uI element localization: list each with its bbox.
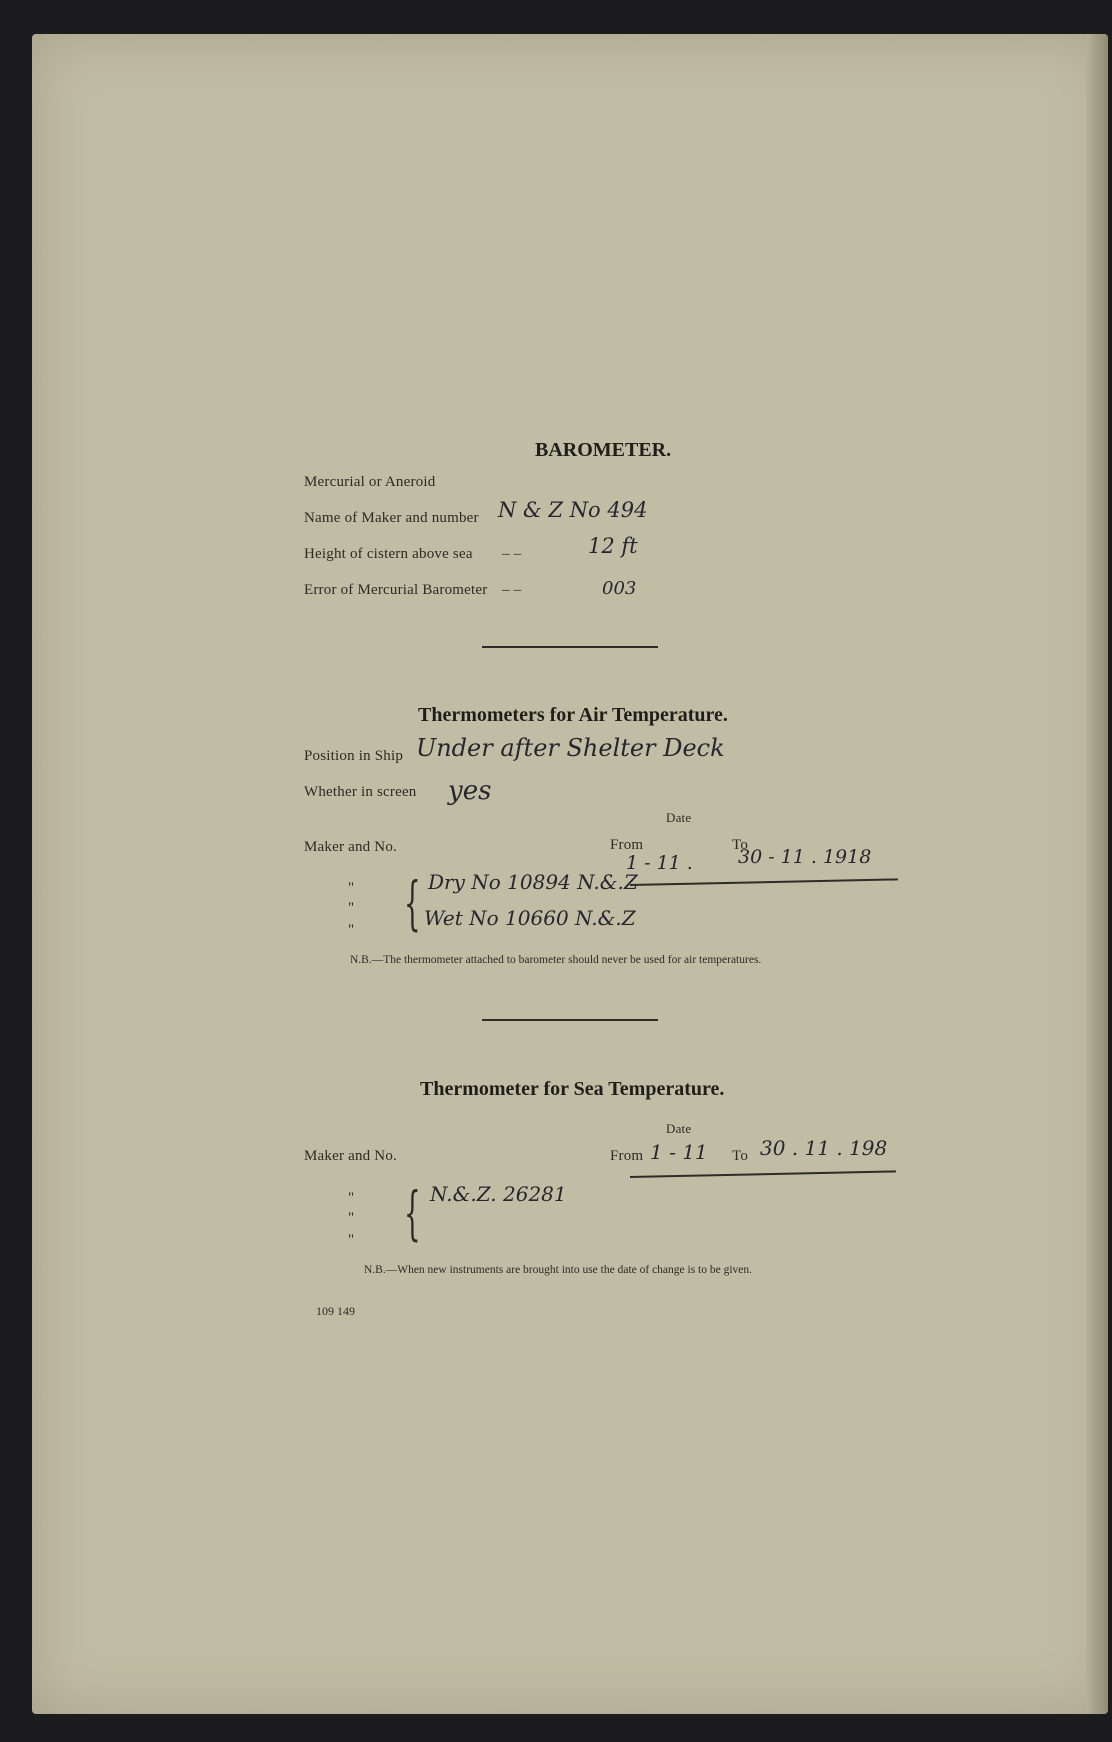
sea-thermometer-entry: N.&.Z. 26281 (430, 1182, 567, 1206)
sea-ditto-mark: " (348, 1232, 355, 1248)
sea-note: N.B.—When new instruments are brought into use the date of change is to be given. (364, 1264, 753, 1276)
air-maker-label: Maker and No. (304, 839, 397, 855)
maker-number-value: N & Z No 494 (498, 498, 648, 522)
mercurial-or-aneroid-label: Mercurial or Aneroid (304, 474, 436, 490)
barometer-error-value: 003 (602, 578, 637, 599)
barometer-error-dash: – – (502, 582, 522, 598)
sea-from-label: From (610, 1148, 644, 1164)
form-number: 109 149 (316, 1304, 355, 1318)
air-ditto-mark: " (348, 880, 355, 896)
air-brace: { (404, 869, 421, 937)
air-from-value: 1 - 11 . (626, 852, 693, 874)
air-from-label: From (610, 837, 644, 853)
section-divider (482, 646, 658, 648)
air-to-value: 30 - 11 . 1918 (738, 846, 872, 868)
document-page (32, 34, 1108, 1714)
sea-to-value: 30 . 11 . 198 (760, 1136, 888, 1160)
air-note: N.B.—The thermometer attached to barometer should never be used for air temperatures. (350, 954, 762, 966)
air-date-label: Date (666, 810, 692, 825)
wet-thermometer-entry: Wet No 10660 N.&.Z (424, 906, 636, 930)
dry-thermometer-entry: Dry No 10894 N.&.Z (428, 870, 638, 894)
barometer-error-label: Error of Mercurial Barometer (304, 582, 488, 598)
sea-to-label: To (732, 1148, 749, 1164)
air-temperature-title: Thermometers for Air Temperature. (418, 704, 728, 726)
whether-in-screen-value: yes (448, 776, 492, 806)
cistern-height-label: Height of cistern above sea (304, 546, 473, 562)
sea-date-label: Date (666, 1121, 692, 1136)
sea-maker-label: Maker and No. (304, 1148, 397, 1164)
sea-ditto-mark: " (348, 1190, 355, 1206)
sea-temperature-title: Thermometer for Sea Temperature. (420, 1078, 725, 1100)
barometer-title: BAROMETER. (535, 439, 672, 461)
maker-number-label: Name of Maker and number (304, 510, 479, 526)
air-date-line (630, 878, 898, 886)
page-edge (1086, 34, 1108, 1714)
cistern-height-dash: – – (502, 546, 522, 562)
position-in-ship-value: Under after Shelter Deck (416, 734, 725, 762)
sea-date-line (630, 1170, 896, 1178)
position-in-ship-label: Position in Ship (304, 748, 404, 764)
sea-ditto-mark: " (348, 1210, 355, 1226)
air-ditto-mark: " (348, 900, 355, 916)
sea-from-value: 1 - 11 (650, 1140, 708, 1164)
cistern-height-value: 12 ft (588, 534, 638, 558)
air-to-label: To (732, 837, 749, 853)
whether-in-screen-label: Whether in screen (304, 784, 417, 800)
air-ditto-mark: " (348, 922, 355, 938)
sea-brace: { (404, 1179, 421, 1247)
section-divider (482, 1019, 658, 1021)
